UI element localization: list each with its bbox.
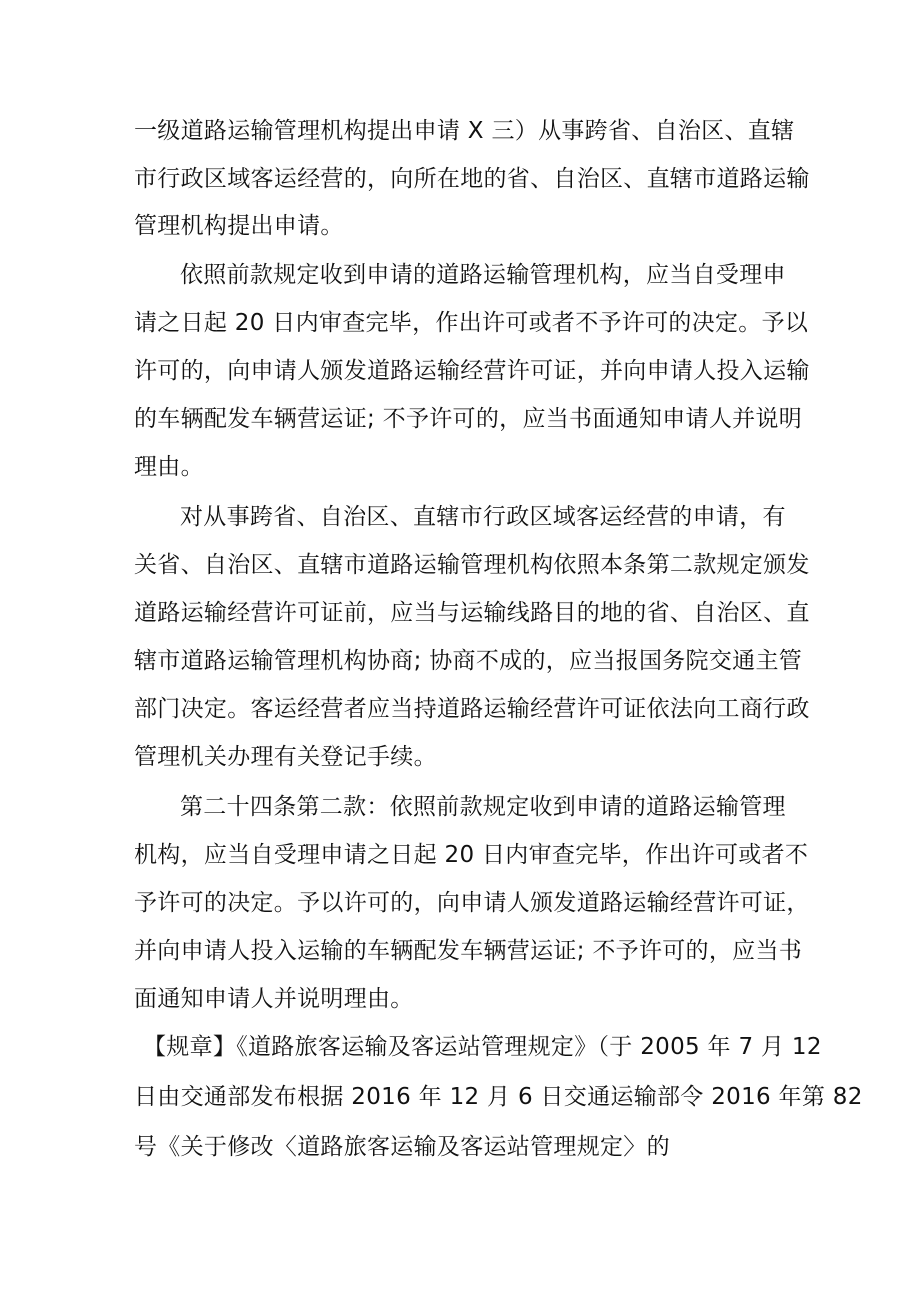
- regulation-heading-line: 【规章】《道路旅客运输及客运站管理规定》（于 2005 年 7 月 12: [143, 1034, 822, 1060]
- text-line: 关省、自治区、直辖市道路运输管理机构依照本条第二款规定颁发: [134, 552, 810, 578]
- text-line: 请之日起 20 日内审查完毕，作出许可或者不予许可的决定。予以: [134, 310, 809, 336]
- text-line: 一级道路运输管理机构提出申请 X 三）从事跨省、自治区、直辖: [134, 118, 795, 144]
- text-line: 部门决定。客运经营者应当持道路运输经营许可证依法向工商行政: [134, 696, 810, 722]
- text-line: 的车辆配发车辆营运证; 不予许可的，应当书面通知申请人并说明: [134, 406, 803, 432]
- text-line: 号《关于修改〈道路旅客运输及客运站管理规定〉的: [134, 1134, 670, 1160]
- text-line: 并向申请人投入运输的车辆配发车辆营运证; 不予许可的，应当书: [134, 938, 803, 964]
- text-line: 道路运输经营许可证前，应当与运输线路目的地的省、自治区、直: [134, 600, 810, 626]
- paragraph-start-line: 依照前款规定收到申请的道路运输管理机构，应当自受理申: [180, 262, 786, 288]
- text-line: 理由。: [134, 454, 204, 480]
- paragraph-start-line: 对从事跨省、自治区、直辖市行政区域客运经营的申请，有: [180, 504, 786, 530]
- paragraph-start-line: 第二十四条第二款：依照前款规定收到申请的道路运输管理: [180, 794, 786, 820]
- text-line: 管理机关办理有关登记手续。: [134, 744, 437, 770]
- text-line: 面通知申请人并说明理由。: [134, 986, 414, 1012]
- text-line: 市行政区域客运经营的，向所在地的省、自治区、直辖市道路运输: [134, 166, 810, 192]
- text-line: 日由交通部发布根据 2016 年 12 月 6 日交通运输部令 2016 年第 82: [134, 1084, 863, 1110]
- text-line: 辖市道路运输管理机构协商; 协商不成的，应当报国务院交通主管: [134, 648, 803, 674]
- text-line: 管理机构提出申请。: [134, 213, 344, 239]
- text-line: 机构，应当自受理申请之日起 20 日内审查完毕，作出许可或者不: [134, 842, 809, 868]
- text-line: 许可的，向申请人颁发道路运输经营许可证，并向申请人投入运输: [134, 358, 810, 384]
- text-line: 予许可的决定。予以许可的，向申请人颁发道路运输经营许可证，: [134, 890, 810, 916]
